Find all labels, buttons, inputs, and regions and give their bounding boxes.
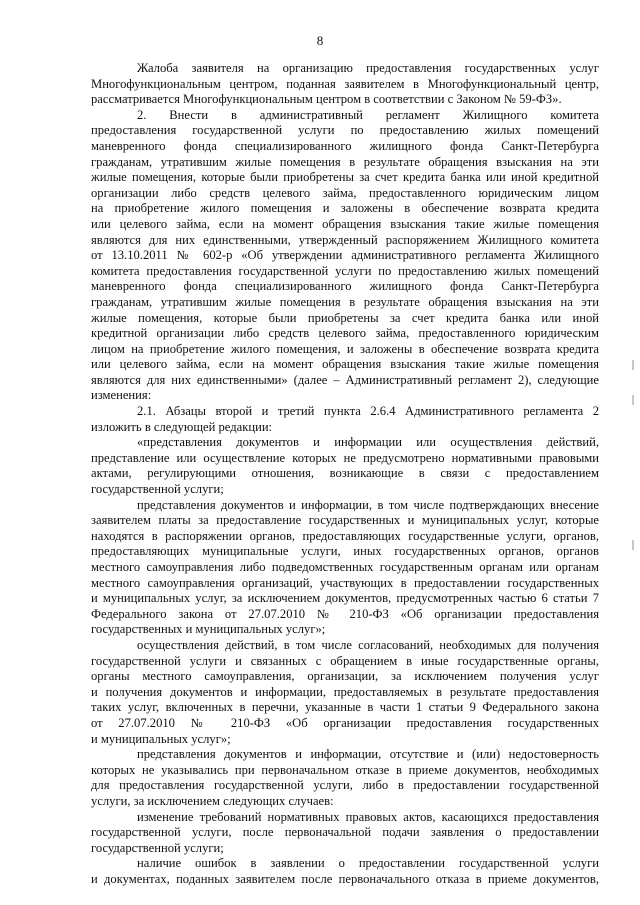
text-line: жилые помещения, которые были приобретены за счет кредита банка или иной <box>91 310 599 325</box>
text-line: предоставляющих муниципальные услуги, иных государственных органов, органов <box>91 544 599 559</box>
text-line: и документах, поданных заявителем после первоначального отказа в приеме документов, <box>91 871 599 886</box>
text-line: предоставления государственной услуги по предоставлению жилых помещений <box>91 123 599 138</box>
text-line: государственной услуги; <box>91 840 224 855</box>
text-line: и муниципальных услуг»; <box>91 731 231 746</box>
text-line: таких услуг, включенных в перечни, указанные в части 1 статьи 9 Федерального закона <box>91 700 599 715</box>
text-line: актами, регулирующими отношения, возникающие в связи с предоставлением <box>91 466 599 481</box>
text-line: представления документов и информации, в том числе подтверждающих внесение <box>137 497 599 512</box>
scan-margin-mark <box>632 540 634 550</box>
text-line: Многофункциональным центром, поданная заявителем в Многофункциональный центр, <box>91 76 599 91</box>
text-line: являются для них единственными» (далее – Административный регламент 2), следующие <box>91 372 599 387</box>
text-line: 2.1. Абзацы второй и третий пункта 2.6.4 Административного регламента 2 <box>137 404 599 419</box>
text-line: жилые помещения, которые были приобретены за счет кредита банка или иной кредитной <box>91 170 599 185</box>
text-line: изменения: <box>91 388 152 403</box>
text-line: являются для них единственными, утвержденный распоряжением Жилищного комитета <box>91 232 599 247</box>
text-line: представление или осуществление которых не предусмотрено нормативными правовыми <box>91 450 599 465</box>
text-line: от 13.10.2011 № 602-р «Об утверждении административного регламента Жилищного <box>91 248 599 263</box>
text-line: и получения документов и информации, предоставляемых в результате предоставления <box>91 684 599 699</box>
text-line: «представления документов и информации или осуществления действий, <box>137 435 599 450</box>
text-line: кредитной организации либо средств целевого займа, предоставленного юридическим <box>91 326 599 341</box>
text-line: на приобретение жилого помещения и заложены в обеспечение возврата кредита <box>91 201 599 216</box>
text-line: государственной услуги, после первоначальной подачи заявления о предоставлении <box>91 825 599 840</box>
text-line: и муниципальных услуг, за исключением документов, предусмотренных частью 6 статьи 7 <box>91 591 599 606</box>
text-line: местного самоуправления организаций, участвующих в предоставлении государственных <box>91 575 599 590</box>
text-line: осуществления действий, в том числе согласований, необходимых для получения <box>137 637 599 652</box>
text-line: для предоставления государственной услуги, либо в предоставлении государственной <box>91 778 599 793</box>
text-line: находятся в распоряжении органов, предоставляющих государственные услуги, органов, <box>91 528 599 543</box>
text-line: государственной услуги; <box>91 482 224 497</box>
text-line: изложить в следующей редакции: <box>91 419 273 434</box>
text-line: Жалоба заявителя на организацию предоставления государственных услуг <box>137 61 599 75</box>
text-line: комитета предоставления государственной услуги по предоставлению жилых помещений <box>91 263 599 278</box>
text-line: представления документов и информации, отсутствие и (или) недостоверность <box>137 747 599 762</box>
text-line: или целевого займа, если на момент обращения взыскания такие жилые помещения <box>91 357 599 372</box>
text-line: местного самоуправления либо подведомственных государственным органам или органам <box>91 560 599 574</box>
text-line: рассматривается Многофункциональным центром в соответствии с Законом № 59-ФЗ». <box>91 92 562 107</box>
text-line: услуги, за исключением следующих случаев: <box>91 793 334 808</box>
text-line: маневренного фонда специализированного жилищного фонда Санкт-Петербурга <box>91 279 599 294</box>
text-line: гражданам, утратившим жилые помещения в результате обращения взыскания на эти <box>91 154 599 169</box>
text-line: наличие ошибок в заявлении о предоставлении государственной услуги <box>137 856 599 871</box>
text-line: гражданам, утратившим жилые помещения в результате обращения взыскания на эти <box>91 294 599 309</box>
text-line: государственных и муниципальных услуг»; <box>91 622 326 637</box>
text-line: изменение требований нормативных правовых актов, касающихся предоставления <box>137 809 599 824</box>
page-number: 8 <box>316 33 324 48</box>
text-line: маневренного фонда специализированного жилищного фонда Санкт-Петербурга <box>91 138 599 153</box>
text-line: организации либо средств целевого займа, предоставленного юридическим лицом <box>91 185 599 200</box>
text-line: лицом на приобретение жилого помещения, и заложены в обеспечение возврата кредита <box>91 341 599 356</box>
text-line: заявителем платы за предоставление государственных и муниципальных услуг, которые <box>91 513 599 528</box>
text-line: Федерального закона от 27.07.2010 № 210-ФЗ «Об организации предоставления <box>91 606 599 621</box>
text-line: или целевого займа, если на момент обращения взыскания такие жилые помещения <box>91 216 599 231</box>
text-line: которых не указывались при первоначальном отказе в приеме документов, необходимых <box>91 762 599 777</box>
scan-margin-mark <box>632 360 634 370</box>
text-line: органы местного самоуправления, организации, за исключением получения услуг <box>91 669 599 684</box>
document-body <box>91 61 599 887</box>
scan-margin-mark <box>632 395 634 405</box>
text-line: 2. Внести в административный регламент Жилищного комитета <box>137 107 599 122</box>
text-line: государственной услуги и связанных с обращением в иные государственные органы, <box>91 653 599 668</box>
text-line: от 27.07.2010 № 210-ФЗ «Об организации предоставления государственных <box>91 715 599 730</box>
